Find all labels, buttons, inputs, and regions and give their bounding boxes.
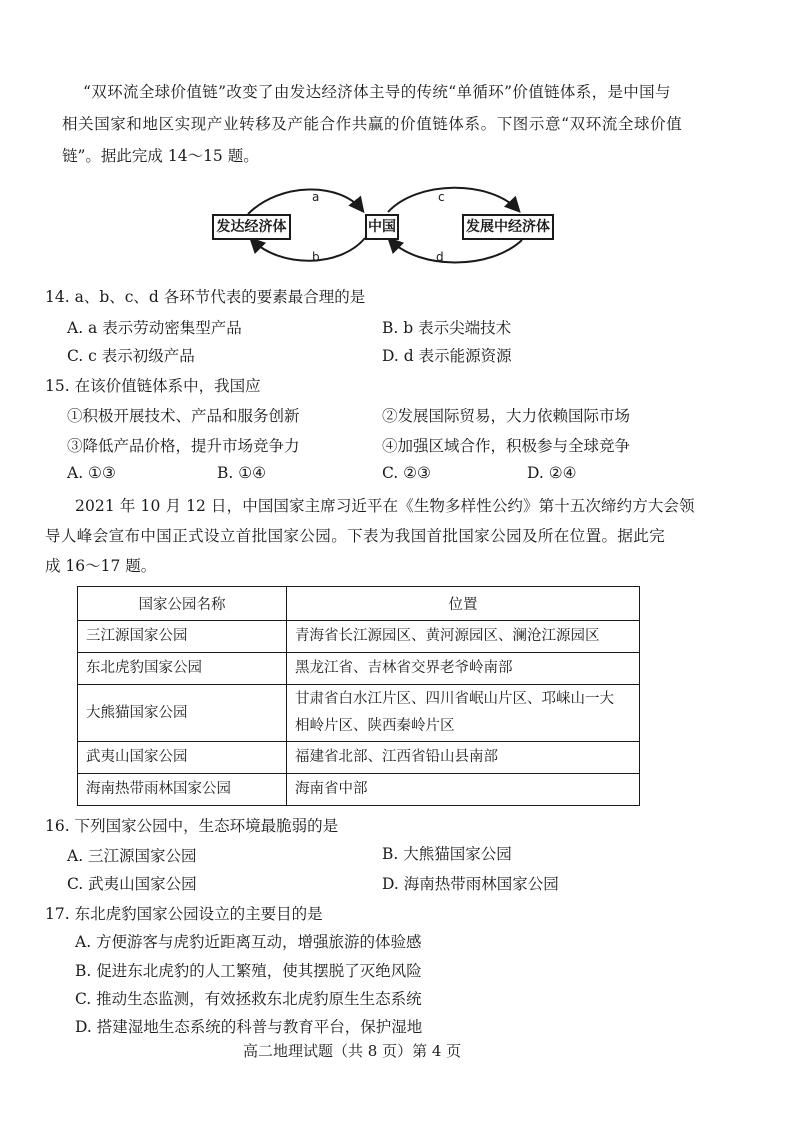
- q16-option-c: C. 武夷山国家公园: [67, 875, 197, 893]
- intro-line-2: 相关国家和地区实现产业转移及产能合作共赢的价值链体系。下图示意“双环流全球价值: [62, 115, 683, 133]
- q14-option-a: A. a 表示劳动密集型产品: [67, 319, 242, 337]
- q14-option-b: B. b 表示尖端技术: [382, 319, 512, 337]
- park-name: 东北虎豹国家公园: [78, 653, 287, 685]
- q15-statement-1: ①积极开展技术、产品和服务创新: [67, 407, 300, 425]
- label-d: d: [436, 250, 444, 264]
- park-location: 青海省长江源园区、黄河源园区、澜沧江源园区: [287, 621, 640, 653]
- label-b: b: [312, 250, 320, 264]
- national-parks-table: [77, 586, 640, 806]
- q15-option-a: A. ①③: [67, 464, 116, 482]
- intro2-line-1: 2021 年 10 月 12 日，中国国家主席习近平在《生物多样性公约》第十五次缔约方大会领: [75, 497, 695, 515]
- q16-option-b: B. 大熊猫国家公园: [382, 845, 512, 863]
- table-header-location: 位置: [287, 587, 640, 621]
- table-row: [78, 742, 640, 774]
- label-a: a: [312, 190, 320, 204]
- value-chain-diagram: [200, 180, 600, 270]
- intro2-line-3: 成 16～17 题。: [45, 557, 157, 575]
- intro-line-1: “双环流全球价值链”改变了由发达经济体主导的传统“单循环”价值链体系，是中国与: [83, 83, 671, 101]
- table-header-name: 国家公园名称: [78, 587, 287, 621]
- q16-option-d: D. 海南热带雨林国家公园: [382, 875, 559, 893]
- arrow-c: [388, 188, 518, 212]
- park-location-line-1: 甘肃省白水江片区、四川省岷山片区、邛崃山一大: [295, 691, 614, 707]
- q15-option-c: C. ②③: [382, 464, 431, 482]
- table-row: [78, 653, 640, 685]
- q17-option-b: B. 促进东北虎豹的人工繁殖，使其摆脱了灭绝风险: [75, 962, 422, 980]
- table-row: [78, 685, 640, 742]
- q15-option-b: B. ①④: [217, 464, 267, 482]
- box-china: 中国: [365, 214, 399, 240]
- park-location-line-2: 相岭片区、陕西秦岭片区: [295, 718, 455, 734]
- q14-option-c: C. c 表示初级产品: [67, 347, 195, 365]
- q14-stem: 14. a、b、c、d 各环节代表的要素最合理的是: [45, 288, 366, 306]
- q15-statement-2: ②发展国际贸易，大力依赖国际市场: [382, 407, 631, 425]
- intro2-line-2: 导人峰会宣布中国正式设立首批国家公园。下表为我国首批国家公园及所在位置。据此完: [45, 527, 666, 545]
- intro-line-3: 链”。据此完成 14～15 题。: [62, 147, 259, 165]
- arrow-b: [252, 238, 365, 261]
- park-name: 海南热带雨林国家公园: [78, 774, 287, 806]
- q15-statement-4: ④加强区域合作，积极参与全球竞争: [382, 437, 631, 455]
- q17-option-c: C. 推动生态监测，有效拯救东北虎豹原生生态系统: [75, 990, 422, 1008]
- q17-stem: 17. 东北虎豹国家公园设立的主要目的是: [45, 905, 323, 923]
- box-developed-economies: 发达经济体: [212, 214, 291, 240]
- park-location: 海南省中部: [287, 774, 640, 806]
- page-footer: 高二地理试题（共 8 页）第 4 页: [243, 1042, 462, 1060]
- q15-stem: 15. 在该价值链体系中，我国应: [45, 377, 261, 395]
- q15-option-d: D. ②④: [527, 464, 577, 482]
- park-location: 黑龙江省、吉林省交界老爷岭南部: [287, 653, 640, 685]
- table-header-row: [78, 587, 640, 621]
- park-name: 大熊猫国家公园: [78, 685, 287, 742]
- q17-option-d: D. 搭建湿地生态系统的科普与教育平台，保护湿地: [75, 1018, 423, 1036]
- park-location: 福建省北部、江西省铅山县南部: [287, 742, 640, 774]
- label-c: c: [438, 190, 445, 204]
- park-name: 三江源国家公园: [78, 621, 287, 653]
- q14-option-d: D. d 表示能源资源: [382, 347, 512, 365]
- q16-stem: 16. 下列国家公园中，生态环境最脆弱的是: [45, 817, 339, 835]
- table-row: [78, 774, 640, 806]
- park-name: 武夷山国家公园: [78, 742, 287, 774]
- arrow-d: [390, 240, 522, 263]
- q15-statement-3: ③降低产品价格，提升市场竞争力: [67, 437, 300, 455]
- box-developing-economies: 发展中经济体: [462, 214, 554, 240]
- q17-option-a: A. 方便游客与虎豹近距离互动，增强旅游的体验感: [75, 933, 422, 951]
- arrow-a: [248, 189, 362, 214]
- park-location: [287, 685, 640, 742]
- table-row: [78, 621, 640, 653]
- q16-option-a: A. 三江源国家公园: [67, 847, 197, 865]
